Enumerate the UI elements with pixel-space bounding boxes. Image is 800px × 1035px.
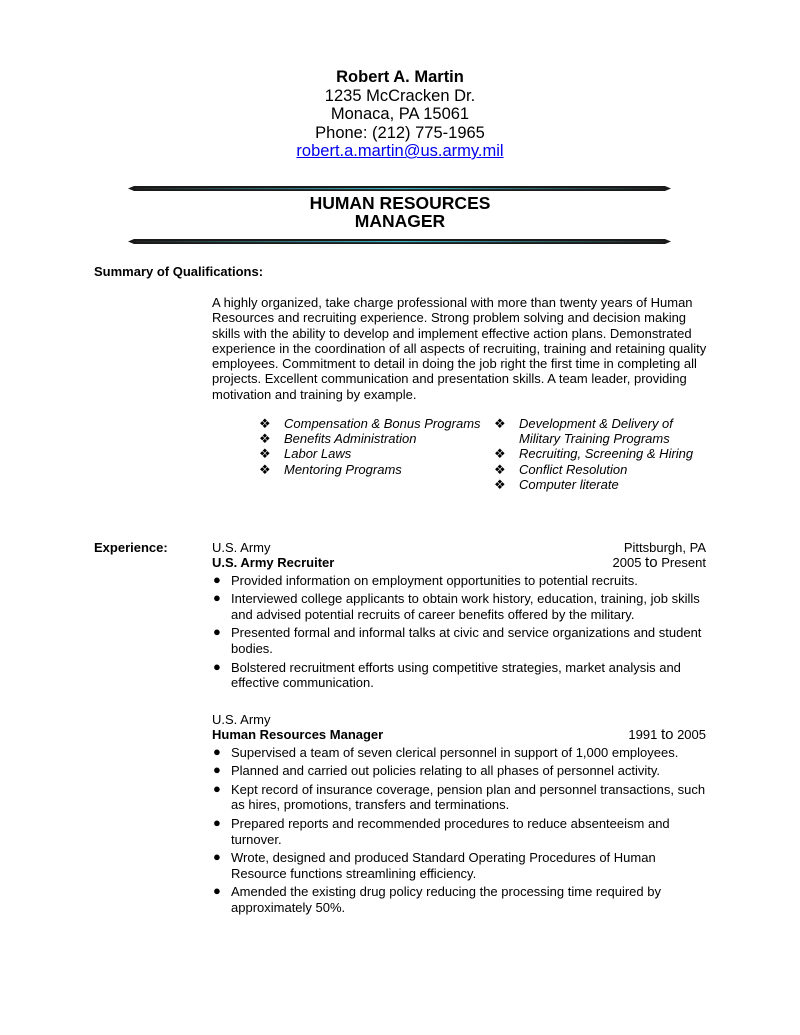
position-title-line1: HUMAN RESOURCES (309, 193, 491, 213)
job-title: Human Resources Manager (212, 727, 384, 743)
contact-block (0, 68, 800, 161)
skill-item: ❖ Labor Laws (259, 446, 352, 462)
experience-heading: Experience: (94, 540, 168, 555)
list-item: ● Interviewed college applicants to obtain work history, education, training, job skills and advised potential recruits of career benefits offered by the military. (213, 590, 700, 622)
bullet-icon: ● (213, 590, 221, 606)
diamond-bullet-icon: ❖ (494, 446, 506, 462)
applicant-name: Robert A. Martin (336, 68, 464, 86)
list-item: ● Wrote, designed and produced Standard Operating Procedures of Human Resource functions streamlining efficiency. (213, 849, 656, 881)
skill-item: ❖ Mentoring Programs (259, 461, 402, 477)
diamond-bullet-icon: ❖ (259, 461, 271, 477)
bullet-icon: ● (213, 571, 221, 587)
summary-paragraph: A highly organized, take charge professional with more than twenty years of Human Resources and recruiting experience. Strong problem solving and decision making skills with the ability to develop and implement effective action plans. Demonstrated experience in the coordination of all aspects of recruiting, training and retaining quality employees. Commitment to detail in doing the job right the first time in completing all projects. Excellent communication and presentation skills. A team leader, providing motivation and training by example. (212, 295, 707, 402)
job-duties-list (212, 573, 706, 691)
list-item: ● Planned and carried out policies relating to all phases of personnel activity. (213, 762, 661, 779)
diamond-bullet-icon: ❖ (259, 446, 271, 462)
job-duties-list (212, 745, 706, 915)
skill-item: ❖ Computer literate (494, 476, 619, 492)
diamond-bullet-icon: ❖ (494, 476, 506, 492)
job-title: U.S. Army Recruiter (212, 555, 335, 571)
bullet-icon: ● (213, 815, 221, 831)
phone-number: Phone: (212) 775-1965 (315, 123, 485, 142)
bullet-icon: ● (213, 762, 221, 778)
job-location: Pittsburgh, PA (623, 540, 706, 555)
top-divider (128, 185, 671, 192)
skill-item: ❖ Conflict Resolution (494, 461, 628, 477)
bullet-icon: ● (213, 883, 221, 899)
bullet-icon: ● (213, 849, 221, 865)
skill-item-continuation: Military Training Programs (519, 431, 670, 447)
diamond-bullet-icon: ❖ (494, 416, 506, 431)
diamond-bullet-icon: ❖ (494, 461, 506, 477)
summary-heading: Summary of Qualifications: (94, 264, 264, 279)
skills-list-left (259, 416, 481, 477)
list-item: ● Supervised a team of seven clerical personnel in support of 1,000 employees. (213, 743, 679, 760)
city-state-zip: Monaca, PA 15061 (330, 105, 470, 123)
job-dates: 1991 to 2005 (628, 726, 706, 744)
email-link[interactable]: robert.a.martin@us.army.mil (296, 142, 504, 160)
list-item: ● Provided information on employment opportunities to potential recruits. (213, 571, 638, 588)
job-dates: 2005 to Present (612, 554, 706, 572)
skill-item: ❖ Development & Delivery of (494, 416, 673, 431)
skills-list-right (494, 416, 693, 492)
job-entry (212, 540, 706, 694)
employer-name: U.S. Army (212, 540, 271, 555)
bullet-icon: ● (213, 658, 221, 674)
bullet-icon: ● (213, 781, 221, 797)
list-item: ● Bolstered recruitment efforts using competitive strategies, market analysis and effective communication. (213, 658, 681, 690)
diamond-bullet-icon: ❖ (259, 416, 271, 431)
job-entry (212, 712, 706, 919)
street-address: 1235 McCracken Dr. (324, 86, 476, 105)
list-item: ● Presented formal and informal talks at civic and service organizations and student bodies. (213, 624, 702, 656)
skill-item: ❖ Compensation & Bonus Programs (259, 416, 481, 431)
position-title (0, 194, 800, 230)
bullet-icon: ● (213, 743, 221, 759)
position-title-line2: MANAGER (354, 211, 446, 231)
list-item: ● Kept record of insurance coverage, pension plan and personnel transactions, such as hires, promotions, transfers and terminations. (213, 781, 706, 813)
bottom-divider (128, 238, 671, 245)
list-item: ● Amended the existing drug policy reducing the processing time required by approximately 50%. (213, 883, 661, 915)
skill-item: ❖ Recruiting, Screening & Hiring (494, 446, 694, 462)
list-item: ● Prepared reports and recommended procedures to reduce absenteeism and turnover. (213, 815, 670, 847)
employer-name: U.S. Army (212, 712, 271, 727)
bullet-icon: ● (213, 624, 221, 640)
diamond-bullet-icon: ❖ (259, 431, 271, 447)
skill-item: ❖ Benefits Administration (259, 431, 417, 447)
